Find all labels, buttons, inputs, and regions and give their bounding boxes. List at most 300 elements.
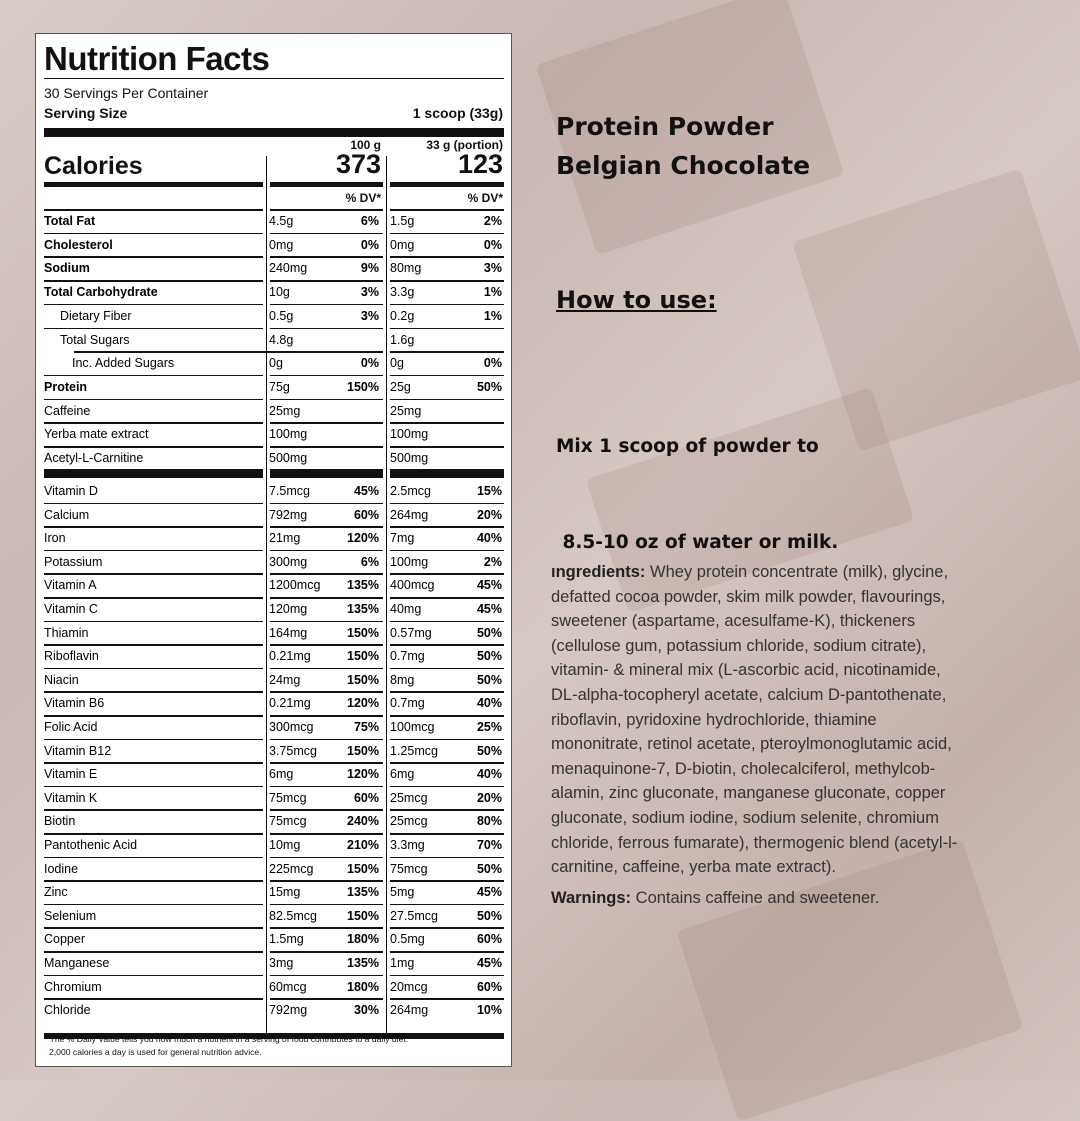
nutrient-row [44, 952, 504, 975]
row-divider [44, 573, 263, 575]
nutrient-name: Vitamin C [44, 602, 98, 616]
dv-100g: 150% [347, 672, 379, 687]
amount-100g: 0g [269, 356, 283, 371]
row-divider [74, 351, 293, 353]
row-divider [270, 573, 383, 575]
nutrient-row [44, 834, 504, 857]
nutrient-row [44, 551, 504, 574]
dv-100g: 0% [360, 237, 379, 252]
amount-100g: 75g [269, 379, 290, 394]
dv-100g: 150% [347, 908, 379, 923]
nutrient-row [44, 305, 504, 328]
row-divider [390, 422, 504, 424]
footnote: * The % Daily Value tells you how much a nutrient in a serving of food contributes to a daily diet. [44, 1034, 409, 1044]
amount-portion: 264mg [390, 1003, 429, 1018]
dv-portion: 40% [476, 696, 502, 711]
dv-100g: 120% [347, 696, 379, 711]
dv-portion: 25% [476, 720, 502, 734]
calories-portion: 123 [457, 149, 503, 179]
nutrient-name: Vitamin K [44, 790, 98, 805]
row-divider [390, 375, 504, 377]
nutrient-row [44, 763, 504, 786]
servings-per-container: 30 Servings Per Container [44, 85, 209, 101]
dv-100g: 0% [360, 356, 379, 371]
amount-portion: 1.25mcg [390, 743, 438, 758]
amount-100g: 75mcg [269, 814, 307, 829]
dv-portion: 0% [483, 237, 502, 252]
dv-100g: 60% [353, 790, 379, 805]
row-divider [390, 209, 504, 211]
row-divider [390, 526, 504, 528]
row-divider [44, 526, 263, 528]
dv-portion: 50% [476, 672, 502, 687]
nutrient-row [44, 234, 504, 257]
amount-portion: 27.5mcg [390, 908, 438, 923]
row-divider [44, 951, 263, 953]
row-divider [44, 691, 263, 693]
nutrient-name: Total Sugars [60, 332, 130, 347]
dv-portion: 50% [476, 379, 502, 394]
row-divider [390, 351, 504, 353]
nutrient-row [44, 976, 504, 999]
nutrient-row [44, 527, 504, 550]
nutrient-row [44, 574, 504, 597]
row-divider [270, 256, 383, 258]
row-divider [270, 880, 383, 882]
amount-portion: 0mg [390, 237, 415, 252]
row-divider [270, 597, 383, 599]
nutrient-name: Yerba mate extract [44, 427, 149, 442]
row-divider [390, 739, 504, 741]
row-divider [270, 715, 383, 717]
row-divider [44, 621, 263, 623]
column-header-100g: 100 g [350, 138, 381, 152]
dv-portion: 80% [476, 814, 502, 829]
amount-portion: 80mg [390, 261, 422, 276]
row-divider [44, 644, 263, 646]
amount-100g: 3mg [269, 956, 294, 970]
dv-100g: 3% [360, 285, 379, 300]
dv-100g: 135% [347, 885, 379, 900]
nutrient-row [44, 281, 504, 304]
nutrient-name: Vitamin B6 [44, 696, 105, 711]
nutrient-name: Biotin [44, 814, 76, 829]
dv-100g: 240% [347, 814, 379, 829]
nutrient-row [44, 257, 504, 280]
amount-portion: 0g [390, 356, 404, 371]
amount-100g: 300mg [269, 554, 308, 569]
amount-portion: 5mg [390, 885, 415, 900]
amount-portion: 0.57mg [390, 625, 432, 640]
row-divider [44, 256, 263, 258]
row-divider [270, 975, 383, 977]
nutrient-row [44, 787, 504, 810]
dv-100g: 6% [360, 214, 379, 228]
amount-portion: 20mcg [390, 979, 428, 994]
nutrient-name: Caffeine [44, 403, 91, 418]
amount-100g: 24mg [269, 672, 301, 687]
row-divider [270, 762, 383, 764]
amount-portion: 100mg [390, 427, 429, 442]
row-divider [270, 446, 383, 448]
nutrient-name: Cholesterol [44, 237, 113, 252]
nutrient-name: Total Fat [44, 214, 96, 228]
amount-portion: 25g [390, 379, 411, 394]
dv-portion: 50% [476, 743, 502, 758]
amount-portion: 1.5g [390, 214, 415, 228]
row-divider [270, 351, 383, 353]
dv-portion: 45% [476, 956, 502, 970]
amount-portion: 0.7mg [390, 696, 425, 711]
nutrition-facts-label [35, 33, 512, 1067]
nutrient-name: Vitamin A [44, 578, 97, 593]
row-divider [270, 927, 383, 929]
row-divider [270, 503, 383, 505]
nutrient-row [44, 669, 504, 692]
amount-portion: 100mg [390, 554, 429, 569]
ingredients-line: defatted cocoa powder, skim milk powder, flavourings, [551, 587, 946, 606]
dv-100g: 3% [360, 308, 379, 323]
nutrient-row [44, 423, 504, 446]
row-divider [390, 786, 504, 788]
dv-portion: 40% [476, 767, 502, 782]
row-divider [44, 762, 263, 764]
nutrient-row [44, 928, 504, 951]
ingredients-line: gluconate, sodium iodine, sodium selenite, chromium [551, 808, 939, 827]
dv-portion: 50% [476, 649, 502, 664]
dv-100g: 45% [353, 484, 379, 498]
row-divider [390, 233, 504, 235]
row-divider [270, 786, 383, 788]
amount-100g: 225mcg [269, 861, 314, 876]
row-divider [270, 833, 383, 835]
amount-100g: 0.5g [269, 308, 294, 323]
ingredients-line: sweetener (aspartame, acesulfame-K), thickeners [551, 612, 916, 631]
amount-portion: 25mcg [390, 790, 428, 805]
ingredients-line: riboflavin, pyridoxine hydrochloride, thiamine [551, 710, 877, 729]
nutrient-name: Total Carbohydrate [44, 285, 158, 300]
ingredients-block [551, 560, 1071, 910]
product-line-1: Protein Powder [556, 112, 774, 141]
how-to-use-text [556, 367, 838, 591]
amount-100g: 500mg [269, 451, 308, 465]
dv-100g: 120% [347, 531, 379, 546]
row-divider [44, 715, 263, 717]
dv-portion: 1% [483, 308, 502, 323]
serving-size-label: Serving Size [44, 105, 128, 121]
amount-portion: 2.5mcg [390, 484, 431, 498]
row-divider [390, 880, 504, 882]
dv-header-portion: % DV* [467, 191, 503, 205]
row-divider [270, 739, 383, 741]
nutrient-row [44, 400, 504, 423]
amount-100g: 10mg [269, 838, 301, 852]
nutrient-row [44, 716, 504, 739]
nutrient-name: Manganese [44, 956, 110, 970]
how-to-use-line: 8.5-10 oz of water or milk. [556, 532, 839, 553]
row-divider [390, 857, 504, 859]
row-divider [44, 422, 263, 424]
ingredients-line: menaquinone-7, D-biotin, cholecalciferol, methylcob- [551, 759, 936, 778]
row-divider [390, 668, 504, 670]
row-divider [270, 857, 383, 859]
dv-header-100g: % DV* [345, 191, 381, 205]
row-divider [44, 209, 263, 211]
dv-100g: 150% [347, 649, 379, 664]
nutrient-name: Zinc [44, 885, 68, 900]
amount-100g: 0mg [269, 237, 294, 252]
nutrient-name: Inc. Added Sugars [72, 356, 175, 371]
row-divider [44, 399, 263, 401]
row-divider [390, 399, 504, 401]
row-divider [390, 621, 504, 623]
row-divider [390, 644, 504, 646]
ingredients-line: (cellulose gum, potassium chloride, sodium citrate), [551, 636, 927, 655]
nutrient-name: Potassium [44, 554, 103, 569]
label-title: Nutrition Facts [44, 40, 270, 77]
ingredients-line: DL-alpha-tocopheryl acetate, calcium D-pantothenate, [551, 685, 947, 704]
row-divider [270, 328, 383, 330]
dv-portion: 50% [476, 908, 502, 923]
dv-portion: 40% [476, 531, 502, 546]
nutrient-row [44, 210, 504, 233]
nutrient-name: Acetyl-L-Carnitine [44, 451, 144, 465]
nutrient-row [44, 504, 504, 527]
dv-portion: 2% [483, 214, 502, 228]
amount-portion: 7mg [390, 531, 415, 546]
dv-portion: 3% [483, 261, 502, 276]
row-divider [44, 280, 263, 282]
nutrient-name: Riboflavin [44, 649, 99, 664]
nutrient-name: Folic Acid [44, 720, 98, 734]
how-to-use-line: Mix 1 scoop of powder to [556, 436, 819, 457]
amount-100g: 792mg [269, 507, 308, 522]
nutrient-row [44, 447, 504, 470]
dv-portion: 10% [476, 1003, 502, 1018]
product-line-2: Belgian Chocolate [556, 151, 811, 180]
dv-100g: 150% [347, 379, 379, 394]
dv-portion: 45% [476, 578, 502, 593]
dv-100g: 150% [347, 625, 379, 640]
nutrient-row [44, 480, 504, 503]
dv-portion: 2% [483, 554, 502, 569]
row-divider [44, 233, 263, 235]
nutrient-name: Iron [44, 531, 66, 546]
amount-100g: 25mg [269, 403, 301, 418]
row-divider [270, 233, 383, 235]
amount-100g: 4.5g [269, 214, 294, 228]
dv-portion: 0% [483, 356, 502, 371]
row-divider [270, 550, 383, 552]
row-divider [270, 809, 383, 811]
amount-portion: 6mg [390, 767, 415, 782]
ingredients-line: ıngredients: Whey protein concentrate (milk), glycine, [551, 563, 949, 581]
row-divider [44, 880, 263, 882]
row-divider [270, 691, 383, 693]
ingredients-line: alamin, zinc gluconate, manganese gluconate, copper [551, 784, 946, 803]
nutrient-row [44, 352, 504, 375]
row-divider [44, 503, 263, 505]
warnings-label: Warnings: [551, 888, 632, 907]
dv-portion: 60% [476, 979, 502, 994]
row-divider [44, 597, 263, 599]
nutrient-row [44, 622, 504, 645]
row-divider [390, 256, 504, 258]
dv-100g: 9% [360, 261, 379, 276]
amount-portion: 0.2g [390, 308, 415, 323]
dv-100g: 60% [353, 507, 379, 522]
nutrient-name: Vitamin D [44, 484, 98, 498]
amount-100g: 10g [269, 285, 290, 300]
amount-100g: 164mg [269, 625, 308, 640]
amount-portion: 500mg [390, 451, 429, 465]
dv-100g: 150% [347, 743, 379, 758]
nutrient-row [44, 881, 504, 904]
row-divider [390, 280, 504, 282]
nutrient-row [44, 740, 504, 763]
amount-100g: 0.21mg [269, 696, 311, 711]
amount-100g: 120mg [269, 602, 308, 616]
footnote: 2,000 calories a day is used for general nutrition advice. [49, 1047, 262, 1057]
amount-portion: 25mcg [390, 814, 428, 829]
dv-100g: 180% [347, 932, 379, 947]
nutrient-row [44, 692, 504, 715]
amount-portion: 1mg [390, 956, 415, 970]
dv-100g: 180% [347, 979, 379, 994]
row-divider [390, 328, 504, 330]
dv-100g: 150% [347, 861, 379, 876]
row-divider [44, 975, 263, 977]
nutrient-row [44, 645, 504, 668]
row-divider [44, 809, 263, 811]
dv-portion: 50% [476, 861, 502, 876]
dv-100g: 75% [353, 720, 379, 734]
nutrient-row [44, 905, 504, 928]
amount-portion: 3.3g [390, 285, 415, 300]
amount-100g: 792mg [269, 1003, 308, 1018]
ingredients-line: chloride, ferrous fumarate), thermogenic blend (acetyl-l- [551, 833, 958, 852]
warnings-line: Warnings: Contains caffeine and sweetener. [551, 888, 880, 907]
row-divider [44, 668, 263, 670]
row-divider [270, 621, 383, 623]
nutrient-name: Sodium [44, 261, 90, 276]
row-divider [44, 786, 263, 788]
row-divider [270, 904, 383, 906]
amount-portion: 75mcg [390, 861, 428, 876]
dv-100g: 135% [347, 602, 379, 616]
row-divider [390, 809, 504, 811]
amount-portion: 1.6g [390, 332, 415, 347]
amount-100g: 6mg [269, 767, 294, 782]
row-divider [270, 668, 383, 670]
row-divider [390, 446, 504, 448]
row-divider [44, 304, 263, 306]
row-divider [390, 762, 504, 764]
amount-100g: 75mcg [269, 790, 307, 805]
amount-100g: 7.5mcg [269, 484, 310, 498]
amount-100g: 100mg [269, 427, 308, 442]
row-divider [390, 503, 504, 505]
amount-100g: 60mcg [269, 979, 307, 994]
nutrient-row [44, 858, 504, 881]
amount-100g: 300mcg [269, 720, 314, 734]
nutrient-name: Selenium [44, 908, 97, 923]
nutrient-name: Chromium [44, 979, 102, 994]
dv-portion: 45% [476, 885, 502, 900]
nutrient-row [44, 999, 504, 1022]
nutrient-name: Thiamin [44, 625, 89, 640]
row-divider [44, 927, 263, 929]
amount-portion: 3.3mg [390, 838, 425, 852]
amount-100g: 21mg [269, 531, 301, 546]
row-divider [390, 573, 504, 575]
amount-100g: 240mg [269, 261, 308, 276]
row-divider [270, 209, 383, 211]
row-divider [270, 375, 383, 377]
dv-100g: 120% [347, 767, 379, 782]
row-divider [270, 399, 383, 401]
row-divider [44, 375, 263, 377]
dv-portion: 50% [476, 625, 502, 640]
row-divider [390, 715, 504, 717]
row-divider [390, 998, 504, 1000]
amount-portion: 0.7mg [390, 649, 425, 664]
row-divider [44, 833, 263, 835]
nutrient-name: Chloride [44, 1003, 91, 1018]
row-divider [390, 304, 504, 306]
nutrient-name: Calcium [44, 507, 90, 522]
row-divider [390, 927, 504, 929]
nutrient-name: Niacin [44, 672, 79, 687]
amount-portion: 0.5mg [390, 932, 425, 947]
nutrient-name: Vitamin B12 [44, 743, 112, 758]
row-divider [270, 526, 383, 528]
amount-100g: 4.8g [269, 332, 294, 347]
nutrient-row [44, 598, 504, 621]
nutrient-name: Iodine [44, 861, 79, 876]
amount-portion: 100mcg [390, 720, 435, 734]
dv-100g: 30% [353, 1003, 379, 1018]
calories-100g: 373 [335, 149, 381, 179]
dv-100g: 135% [347, 956, 379, 970]
row-divider [44, 328, 263, 330]
row-divider [44, 446, 263, 448]
row-divider [44, 739, 263, 741]
nutrient-name: Pantothenic Acid [44, 838, 138, 852]
dv-portion: 70% [476, 838, 502, 852]
row-divider [390, 691, 504, 693]
amount-100g: 1.5mg [269, 932, 304, 947]
row-divider [270, 644, 383, 646]
nutrient-name: Copper [44, 932, 85, 947]
row-divider [44, 550, 263, 552]
column-header-portion: 33 g (portion) [426, 138, 503, 152]
dv-100g: 6% [360, 554, 379, 569]
nutrient-row [44, 376, 504, 399]
row-divider [270, 304, 383, 306]
amount-portion: 264mg [390, 507, 429, 522]
row-divider [390, 975, 504, 977]
row-divider [390, 833, 504, 835]
nutrient-name: Protein [44, 379, 88, 394]
row-divider [390, 904, 504, 906]
amount-portion: 40mg [390, 602, 422, 616]
product-name [556, 107, 810, 185]
ingredients-label: ıngredients: [551, 563, 646, 581]
serving-size-value: 1 scoop (33g) [412, 105, 503, 121]
row-divider [390, 550, 504, 552]
amount-100g: 0.21mg [269, 649, 311, 664]
